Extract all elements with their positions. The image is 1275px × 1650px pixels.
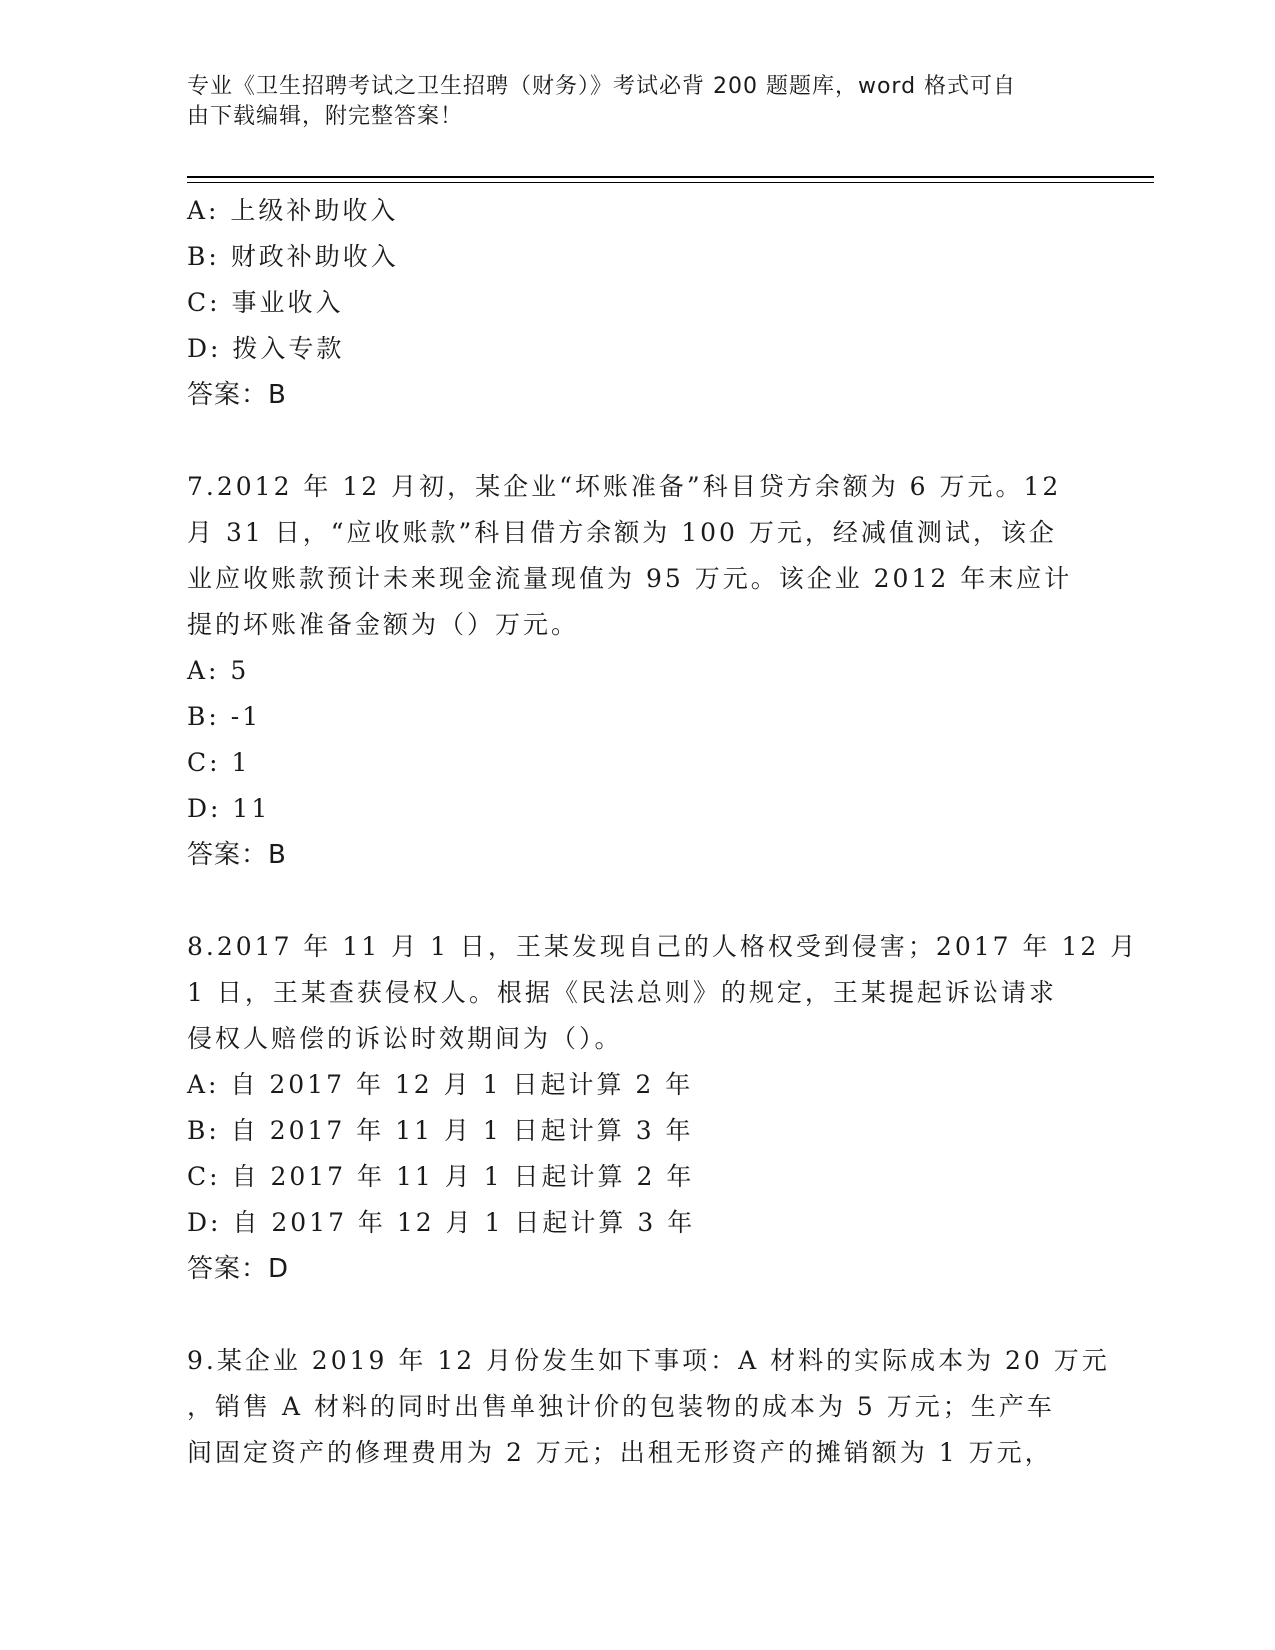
header-line-2: 由下载编辑，附完整答案！ <box>187 104 464 129</box>
question-8 <box>187 924 1139 1292</box>
question-text-line: 7.2012 年 12 月初，某企业“坏账准备”科目贷方余额为 6 万元。12 <box>187 472 1062 501</box>
option-b: B: 自 2017 年 11 月 1 日起计算 3 年 <box>187 1116 694 1145</box>
spacer <box>187 1292 1087 1338</box>
question-text-line: 业应收账款预计未来现金流量现值为 95 万元。该企业 2012 年末应计 <box>187 564 1073 593</box>
header-rule-thin <box>187 182 1154 183</box>
question-content <box>187 188 1139 1476</box>
header-rule-thick <box>187 176 1154 178</box>
question-text-line: 月 31 日，“应收账款”科目借方余额为 100 万元，经减值测试，该企 <box>187 518 1057 547</box>
question-text-line: 9.某企业 2019 年 12 月份发生如下事项：A 材料的实际成本为 20 万元 <box>187 1346 1110 1375</box>
question-text-line: 提的坏账准备金额为（）万元。 <box>187 610 580 639</box>
option-c: C: 事业收入 <box>187 288 344 317</box>
option-c: C: 自 2017 年 11 月 1 日起计算 2 年 <box>187 1162 695 1191</box>
spacer <box>187 418 1087 464</box>
question-text-line: ，销售 A 材料的同时出售单独计价的包装物的成本为 5 万元；生产车 <box>187 1392 1055 1421</box>
option-d: D: 拨入专款 <box>187 334 345 363</box>
spacer <box>187 878 1087 924</box>
question-text-line: 侵权人赔偿的诉讼时效期间为（）。 <box>187 1024 623 1053</box>
header-line-1: 专业《卫生招聘考试之卫生招聘（财务）》考试必背 200 题题库，word 格式可自 <box>187 74 1017 99</box>
question-text-line: 1 日，王某查获侵权人。根据《民法总则》的规定，王某提起诉讼请求 <box>187 978 1057 1007</box>
option-a: A: 5 <box>187 656 250 685</box>
answer: 答案：D <box>187 1254 290 1284</box>
option-c: C: 1 <box>187 748 251 777</box>
document-header <box>187 72 1087 132</box>
option-d: D: 11 <box>187 794 271 823</box>
answer: 答案：B <box>187 840 287 870</box>
question-9 <box>187 1338 1110 1476</box>
answer: 答案：B <box>187 380 287 410</box>
question-text-line: 间固定资产的修理费用为 2 万元；出租无形资产的摊销额为 1 万元， <box>187 1438 1053 1467</box>
question-6 <box>187 188 1087 418</box>
option-d: D: 自 2017 年 12 月 1 日起计算 3 年 <box>187 1208 696 1237</box>
option-b: B: -1 <box>187 702 262 731</box>
question-text-line: 8.2017 年 11 月 1 日，王某发现自己的人格权受到侵害；2017 年 12 月 <box>187 932 1139 961</box>
option-b: B: 财政补助收入 <box>187 242 399 271</box>
question-7 <box>187 464 1087 878</box>
option-a: A: 上级补助收入 <box>187 196 399 225</box>
option-a: A: 自 2017 年 12 月 1 日起计算 2 年 <box>187 1070 694 1099</box>
